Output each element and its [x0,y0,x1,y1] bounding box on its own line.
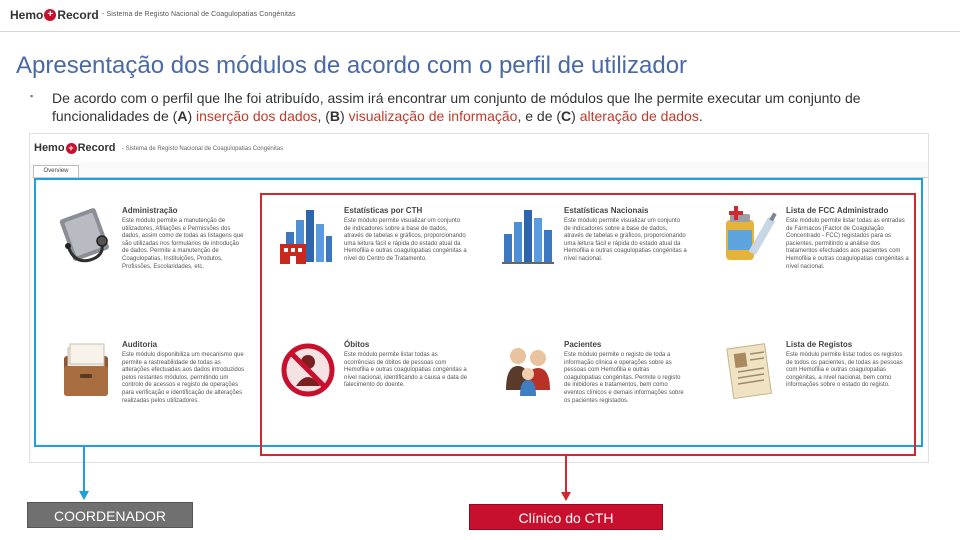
bullet-label-view: visualização de informação [348,108,518,124]
role-coordenador: COORDENADOR [27,502,193,528]
module-description: Este módulo permite visualizar um conjunto de indicadores sobre a base de dados, através de tabelas e gráficos, proporcionando uma leitura fácil e rápida do estado atual da Hemofilia e outras coagulopatias congénitas a nível nacional. [564,218,687,262]
module-title: Pacientes [564,340,602,349]
app-logo [34,142,115,154]
slide-title: Apresentação dos módulos de acordo com o perfil de utilizador [16,52,688,79]
module-title: Auditoria [122,340,158,349]
bullet-intro: De acordo com o perfil que lhe foi atribuído, assim irá encontrar um conjunto de módulos que lhe permite executar um conjunto de funcionalidades de [52,90,861,124]
module-title: Lista de Registos [786,340,853,349]
app-logo-right: Record [77,142,116,154]
bullet-text [52,89,932,125]
bullet-label-edit: alteração de dados [579,108,699,124]
role-clinico-cth: Clínico do CTH [469,504,663,530]
coordinator-arrow-head-icon [79,491,89,500]
top-banner [0,0,960,32]
clinician-arrow-head-icon [561,492,571,501]
app-logo-left: Hemo [34,142,65,154]
module-title: Administração [122,206,178,215]
module-description: Este módulo permite visualizar um conjunto de indicadores sobre a base de dados, através de tabelas e gráficos, proporcionando uma leitura fácil e rápida do estado atual da Hemofilia e outras coagulopatias congénitas a nível do Centro de Tratamento. [344,218,467,262]
bullet-sep: , e de ( [517,108,562,124]
module-description: Este módulo permite a manutenção de utilizadores, Afiliações e Permissões dos dados, assim como de todas as listagens que são utilizadas nos formulários de introdução de dados. Permite a manutenção de Coagulopatias, Instituições, Produtos, Profissões, Escolaridades, etc. [122,218,244,270]
module-title: Óbitos [344,340,370,349]
clinician-scope-frame [260,193,916,456]
bullet-letter-b: B [329,108,341,124]
logo-text-left: Hemo [10,8,44,22]
bullet-paren: ) [340,108,349,124]
hemorecord-logo [10,8,99,22]
coordinator-arrow [83,447,85,493]
bullet-letter-c: C [561,108,572,124]
app-header [30,134,929,162]
bullet-icon: ▪ [30,91,34,101]
module-title: Estatísticas por CTH [344,206,423,215]
bullet-paren: ) [571,108,580,124]
module-title: Lista de FCC Administrado [786,206,889,215]
module-description: Este módulo permite o registo de toda a informação clínica e operações sobre as pessoas com Hemofilia e outras coagulopatias congénitas. Permite o registo de inibidores e tratamentos, bem como eventos clínicos e demais informações sobre os pacientes registados. [564,352,684,404]
app-logo-cross-icon: + [66,143,77,154]
bullet-paren: ( [172,108,178,124]
tab-overview[interactable]: Overview [33,165,79,177]
bullet-paren: ) [187,108,197,124]
module-description: Este módulo disponibiliza um mecanismo que permite a rastreabilidade de todas as alterações efectuadas aos dados introduzidos pelos restantes módulos, permitindo um controlo de acessos e registo de operações para verificação e identificação de alterações realizadas pelos utilizadores. [122,352,245,404]
module-description: Este módulo permite listar todas as entradas de Fármacos (Factor de Coagulação Concentrado - FCC) registados para os pacientes, permitindo a análise dos tratamentos efectuados aos pacientes com Hemofilia e outras coagulopatias congénitas a nível nacional. [786,218,909,270]
bullet-sep: , ( [317,108,330,124]
logo-text-right: Record [57,8,99,22]
bullet-end: . [698,108,703,124]
banner-divider [0,31,960,32]
app-subtitle: - Sistema de Registo Nacional de Coagulopatias Congénitas [122,146,284,152]
module-title: Estatísticas Nacionais [564,206,649,215]
bullet-letter-a: A [177,108,188,124]
logo-cross-icon: + [44,9,56,21]
module-description: Este módulo permite listar todas as ocorrências de óbitos de pessoas com Hemofilia e outras coagulopatias congénitas a nível nacional, identificando a causa e data de falecimento do doente. [344,352,468,389]
module-description: Este módulo permite listar todos os registos de todos os pacientes, de todas as pessoas com Hemofilia e outras coagulopatias congénitas, a nível nacional, bem como informações sobre o estado do registo. [786,352,903,389]
bullet-label-insert: inserção dos dados [196,108,318,124]
banner-subtitle: - Sistema de Registo Nacional de Coagulopatias Congénitas [102,11,296,18]
clinician-arrow [565,456,567,494]
